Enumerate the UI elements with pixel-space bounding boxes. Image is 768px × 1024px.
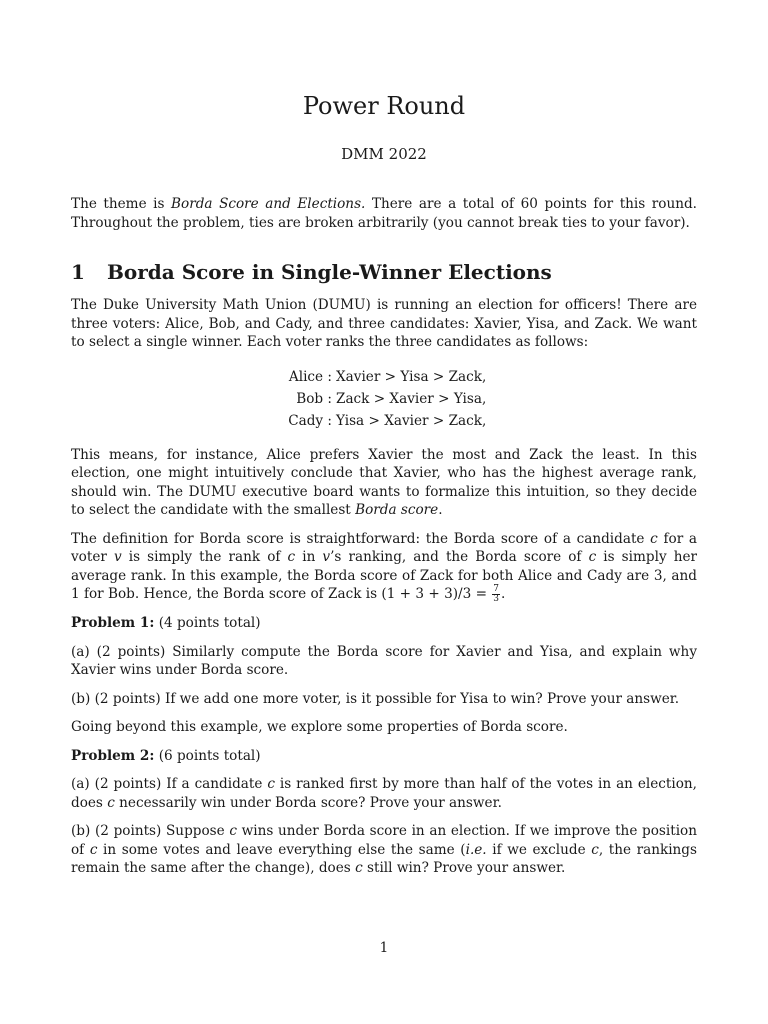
problem-text: wins under Borda score in an election. If we improve the position of bbox=[71, 823, 697, 858]
definition-text: . bbox=[501, 586, 506, 602]
problem-text: in some votes and leave everything else the same ( bbox=[97, 841, 466, 858]
intro-paragraph bbox=[71, 195, 697, 232]
section-number: 1 bbox=[71, 260, 85, 284]
definition-text: is simply her average rank. In this example, the Borda score of Zack for both Alice and Cady are 3, and 1 for Bob. Hence, the Borda score of Zack is (1 + 3 + 3)/3 = bbox=[71, 549, 698, 602]
intuition-text-2: . bbox=[438, 502, 443, 518]
ranking-order: Xavier > Yisa > Zack, bbox=[336, 368, 487, 385]
math-variable: c bbox=[588, 549, 597, 565]
fraction bbox=[492, 585, 500, 604]
voter-rankings bbox=[71, 366, 697, 432]
problem-text: (b) (2 points) Suppose bbox=[71, 823, 230, 839]
problem-text: (a) (2 points) If a candidate bbox=[71, 776, 268, 792]
math-variable: c bbox=[229, 823, 237, 839]
ranking-row bbox=[71, 388, 697, 410]
fraction-denominator: 3 bbox=[493, 594, 500, 604]
problem1-heading bbox=[71, 614, 697, 633]
problem-text: , the rankings remain the same after the change), does bbox=[71, 841, 697, 876]
problem-text: is ranked first by more than half of the votes in an election, does bbox=[71, 776, 697, 811]
ranking-row bbox=[71, 366, 697, 388]
borda-score-term: Borda score bbox=[355, 502, 439, 518]
problem2-part-a bbox=[71, 775, 697, 812]
math-variable: c bbox=[287, 549, 296, 565]
problem2-heading bbox=[71, 747, 697, 766]
problem2-points: (6 points total) bbox=[154, 747, 261, 764]
ranking-voter: Cady : bbox=[288, 412, 332, 429]
intro-text-2: There are a total of 60 points for this round. Throughout the problem, ties are broken arbitrarily (you cannot break ties to your favor). bbox=[71, 196, 697, 231]
problem-text: necessarily win under Borda score? Prove your answer. bbox=[114, 794, 502, 811]
problem2-label: Problem 2: bbox=[71, 747, 155, 764]
ie-abbreviation: i.e. bbox=[465, 841, 487, 858]
definition-text: is simply the rank of bbox=[121, 549, 288, 565]
math-variable: c bbox=[650, 530, 658, 547]
theme-name: Borda Score and Elections. bbox=[171, 196, 366, 212]
fraction-numerator: 7 bbox=[493, 584, 500, 594]
section-title: Borda Score in Single-Winner Elections bbox=[107, 260, 552, 284]
math-variable: v bbox=[322, 549, 331, 565]
section-heading bbox=[71, 258, 697, 286]
problem1-label: Problem 1: bbox=[71, 615, 155, 631]
setup-paragraph: The Duke University Math Union (DUMU) is running an election for officers! There are three voters: Alice, Bob, and Cady, and three candidates: Xavier, Yisa, and Zack. We want to select a single winner. Each voter ranks the three candidates as follows: bbox=[71, 297, 697, 350]
problem-text: still win? Prove your answer. bbox=[362, 860, 566, 876]
document-title: Power Round bbox=[302, 92, 466, 120]
ranking-order: Zack > Xavier > Yisa, bbox=[336, 390, 487, 407]
math-variable: c bbox=[89, 841, 98, 858]
ranking-order: Yisa > Xavier > Zack, bbox=[336, 412, 487, 429]
ranking-voter: Bob : bbox=[296, 390, 332, 407]
problem1-points: (4 points total) bbox=[154, 615, 261, 631]
document-page bbox=[71, 88, 697, 878]
definition-text: The definition for Borda score is straightforward: the Borda score of a candidate bbox=[71, 530, 651, 547]
problem2-part-b bbox=[71, 822, 697, 878]
transition-paragraph: Going beyond this example, we explore some properties of Borda score. bbox=[71, 719, 568, 735]
math-variable: v bbox=[113, 549, 122, 565]
ranking-voter: Alice : bbox=[288, 368, 332, 385]
intro-text-1: The theme is bbox=[71, 196, 172, 212]
definition-text: for a voter bbox=[71, 530, 697, 565]
intuition-text-1: This means, for instance, Alice prefers Xavier the most and Zack the least. In this election, one might intuitively conclude that Xavier, who has the highest average rank, should win. The DUMU executive board wants to formalize this intuition, so they decide to select the candidate with the smallest bbox=[71, 446, 697, 518]
problem-text: if we exclude bbox=[486, 841, 592, 858]
ranking-row bbox=[71, 410, 697, 432]
definition-text: ’s ranking, and the Borda score of bbox=[330, 549, 589, 565]
intuition-paragraph bbox=[71, 446, 697, 520]
math-variable: c bbox=[591, 841, 599, 858]
math-variable: c bbox=[355, 860, 363, 876]
definition-text: in bbox=[295, 549, 323, 565]
math-variable: c bbox=[267, 776, 275, 792]
document-subtitle: DMM 2022 bbox=[341, 145, 427, 163]
problem1-part-b: (b) (2 points) If we add one more voter, is it possible for Yisa to win? Prove your answer. bbox=[71, 690, 680, 707]
math-variable: c bbox=[107, 794, 115, 811]
definition-paragraph bbox=[71, 530, 697, 605]
problem1-part-a: (a) (2 points) Similarly compute the Borda score for Xavier and Yisa, and explain why Xavier wins under Borda score. bbox=[71, 643, 697, 678]
page-number: 1 bbox=[379, 940, 389, 956]
